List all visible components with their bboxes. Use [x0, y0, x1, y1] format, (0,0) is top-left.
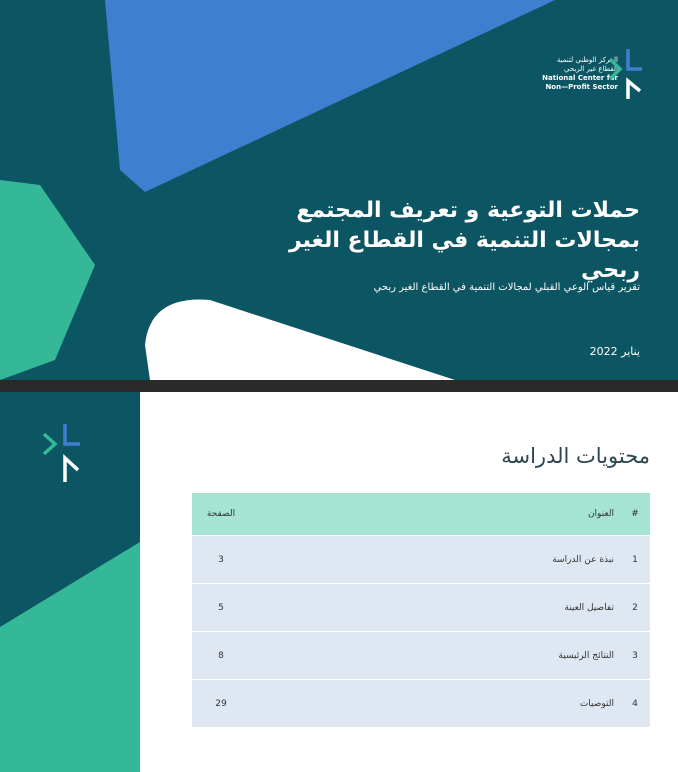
table-row — [192, 536, 650, 584]
row-page: 29 — [192, 680, 250, 728]
header-number: # — [620, 493, 650, 536]
row-number: 4 — [620, 680, 650, 728]
header-page: الصفحة — [192, 493, 250, 536]
row-number: 2 — [620, 584, 650, 632]
cover-title-line1: حملات التوعية و تعريف المجتمع — [296, 198, 640, 223]
org-logo-icon — [42, 424, 84, 484]
row-title: النتائج الرئيسية — [250, 632, 620, 680]
row-title: نبذة عن الدراسة — [250, 536, 620, 584]
table-row — [192, 584, 650, 632]
org-name-en-1: National Center for — [542, 74, 618, 82]
table-row — [192, 632, 650, 680]
org-logo-icon — [606, 49, 646, 99]
table-header-row — [192, 493, 650, 536]
slide-divider — [0, 380, 678, 392]
row-title: التوصيات — [250, 680, 620, 728]
org-name-en-2: Non—Profit Sector — [545, 83, 618, 91]
cover-slide — [0, 0, 678, 380]
white-shape — [145, 300, 455, 380]
contents-table — [192, 493, 650, 727]
row-page: 3 — [192, 536, 250, 584]
contents-heading: محتويات الدراسة — [501, 444, 650, 468]
mint-shape — [0, 180, 95, 380]
row-title: تفاصيل العينة — [250, 584, 620, 632]
row-page: 8 — [192, 632, 250, 680]
blue-shape — [105, 0, 555, 192]
cover-date: يناير 2022 — [589, 345, 640, 358]
contents-slide — [0, 392, 678, 772]
row-number: 1 — [620, 536, 650, 584]
org-name-ar-2: القطاع غير الربحي — [564, 65, 618, 73]
table-row — [192, 680, 650, 728]
row-number: 3 — [620, 632, 650, 680]
cover-subtitle: تقرير قياس الوعي القبلي لمجالات التنمية في القطاع الغير ربحي — [373, 282, 640, 293]
header-title: العنوان — [250, 493, 620, 536]
row-page: 5 — [192, 584, 250, 632]
cover-title-line2: بمجالات التنمية في القطاع الغير ربحي — [289, 228, 640, 283]
org-name-ar-1: المركز الوطني لتنمية — [556, 56, 618, 64]
